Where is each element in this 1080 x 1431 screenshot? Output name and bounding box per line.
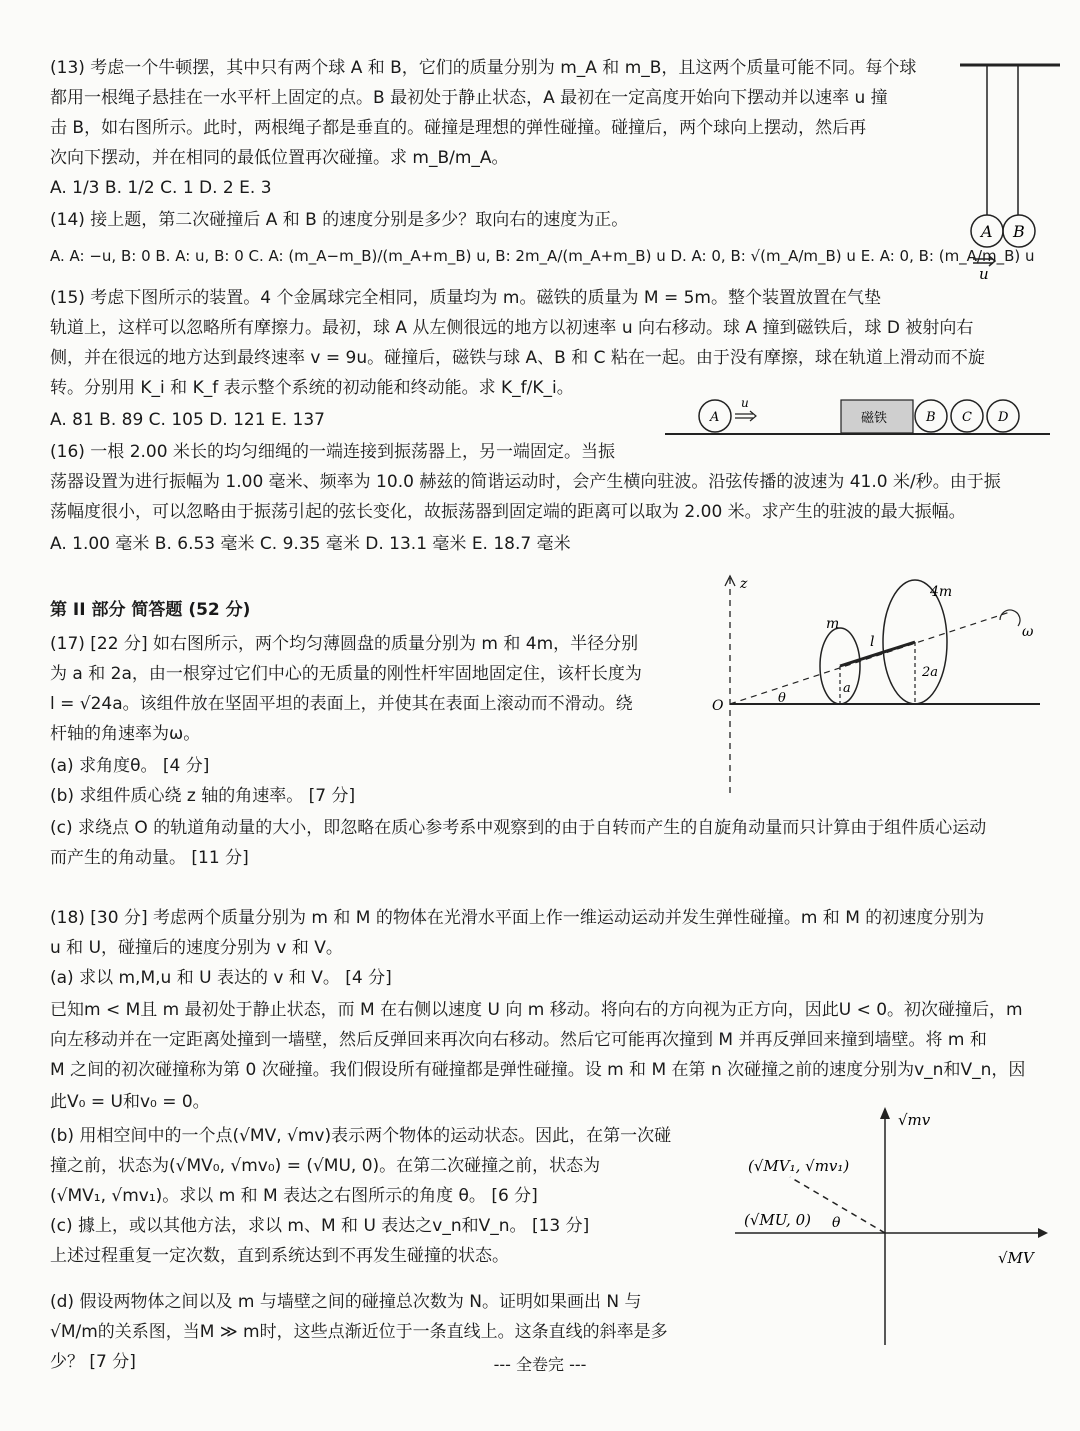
q17-line2: 为 a 和 2a，由一根穿过它们中心的无质量的刚性杆牢固地固定住，该杆长度为 xyxy=(50,664,642,684)
large-radius-label: 2a xyxy=(922,665,939,680)
rod-length-label: l xyxy=(870,634,875,650)
q17-b: (b) 求组件质心绕 z 轴的角速率。 [7 分] xyxy=(50,786,356,806)
ball-b-label: B xyxy=(1013,222,1025,241)
q13-line1: (13) 考虑一个牛顿摆，其中只有两个球 A 和 B，它们的质量分别为 m_A 和 m_B，且这两个质量可能不同。每个球 xyxy=(50,58,917,78)
q17-line3: l = √24a。该组件放在坚固平坦的表面上，并使其在表面上滚动而不滑动。绕 xyxy=(50,694,633,714)
q17-c2: 而产生的角动量。 [11 分] xyxy=(50,848,249,868)
track-velocity-label: u xyxy=(741,396,749,410)
q15-line2: 轨道上，这样可以忽略所有摩擦力。最初，球 A 从左侧很远的地方以初速率 u 向右移动。球 A 撞到磁铁后，球 D 被射向右 xyxy=(50,318,974,338)
q16-options: A. 1.00 毫米 B. 6.53 毫米 C. 9.35 毫米 D. 13.1 毫米 E. 18.7 毫米 xyxy=(50,534,571,554)
q15-line1: (15) 考虑下图所示的装置。4 个金属球完全相同，质量均为 m。磁铁的质量为 M = 5m。整个装置放置在气垫 xyxy=(50,288,881,308)
rotation-arrow-icon xyxy=(1000,610,1020,626)
q13-options: A. 1/3 B. 1/2 C. 1 D. 2 E. 3 xyxy=(50,178,272,198)
rotation-axis xyxy=(730,612,1010,704)
q18-c: (c) 據上，或以其他方法，求以 m、M 和 U 表达之v_n和V_n。 [13 分] xyxy=(50,1216,590,1236)
track-ball-c-label: C xyxy=(962,410,972,425)
q16-line1: (16) 一根 2.00 米长的均匀细绳的一端连接到振荡器上，另一端固定。当振 xyxy=(50,442,615,462)
q16-line3: 荡幅度很小，可以忽略由于振荡引起的弦长变化，故振荡器到固定端的距离可以取为 2.00 米。求产生的驻波的最大振幅。 xyxy=(50,502,966,522)
q18-d2: √M/m的关系图，当M ≫ m时，这些点渐近位于一条直线上。这条直线的斜率是多 xyxy=(50,1322,668,1342)
q15-line4: 转。分别用 K_i 和 K_f 表示整个系统的初动能和终动能。求 K_f/K_i。 xyxy=(50,378,574,398)
theta-label: θ xyxy=(778,691,786,706)
q18-p1: 已知m < M且 m 最初处于静止状态，而 M 在右侧以速度 U 向 m 移动。将向右的方向视为正方向，因此U < 0。初次碰撞后，m xyxy=(50,1000,1023,1020)
q15-options: A. 81 B. 89 C. 105 D. 121 E. 137 xyxy=(50,410,325,430)
omega-label: ω xyxy=(1022,624,1034,640)
q17-line4: 杆轴的角速率为ω。 xyxy=(50,724,201,744)
q18-line2: u 和 U，碰撞后的速度分别为 v 和 V。 xyxy=(50,938,343,958)
origin-label: O xyxy=(712,698,724,714)
q18-d1: (d) 假设两物体之间以及 m 与墙壁之间的碰撞总次数为 N。证明如果画出 N 与 xyxy=(50,1292,642,1312)
phase-theta-label: θ xyxy=(832,1215,841,1231)
q18-a: (a) 求以 m,M,u 和 U 表达的 v 和 V。 [4 分] xyxy=(50,968,392,988)
q18-p3: M 之间的初次碰撞称为第 0 次碰撞。我们假设所有碰撞都是弹性碰撞。设 m 和 M 在第 n 次碰撞之前的速度分别为v_n和V_n，因 xyxy=(50,1060,1026,1080)
track-ball-d-label: D xyxy=(998,410,1009,425)
x-axis-label: √MV xyxy=(998,1249,1034,1267)
small-radius-label: a xyxy=(843,681,851,696)
disks-figure xyxy=(700,568,1050,798)
pendulum-velocity-label: u xyxy=(979,265,989,283)
z-label: z xyxy=(740,576,748,592)
phase-space-figure xyxy=(730,1105,1050,1350)
small-mass-label: m xyxy=(826,616,840,632)
q16-line2: 荡器设置为进行振幅为 1.00 毫米、频率为 10.0 赫兹的简谐运动时，会产生横向驻波。沿弦传播的波速为 41.0 米/秒。由于振 xyxy=(50,472,1001,492)
q17-a: (a) 求角度θ。 [4 分] xyxy=(50,756,210,776)
y-axis-label: √mv xyxy=(898,1111,931,1129)
ball-a-label: A xyxy=(981,222,993,241)
q13-line3: 击 B，如右图所示。此时，两根绳子都是垂直的。碰撞是理想的弹性碰撞。碰撞后，两个球向上摆动，然后再 xyxy=(50,118,867,138)
q18-c2: 上述过程重复一定次数，直到系统达到不再发生碰撞的状态。 xyxy=(50,1246,509,1266)
pendulum-figure xyxy=(955,55,1065,285)
section2-title: 第 II 部分 简答题 (52 分) xyxy=(50,600,251,620)
q18-b3: (√MV₁, √mv₁)。求以 m 和 M 表达之右图所示的角度 θ。 [6 分] xyxy=(50,1186,538,1206)
track-ball-a-label: A xyxy=(710,410,720,425)
q17-c1: (c) 求绕点 O 的轨道角动量的大小，即忽略在质心参考系中观察到的由于自转而产生的自旋角动量而只计算由于组件质心运动 xyxy=(50,818,987,838)
q13-line4: 次向下摆动，并在相同的最低位置再次碰撞。求 m_B/m_A。 xyxy=(50,148,509,168)
large-mass-label: 4m xyxy=(930,584,953,600)
q18-d3: 少？ [7 分] xyxy=(50,1352,136,1372)
footer: --- 全卷完 --- xyxy=(493,1355,587,1374)
q14-options: A. A: −u, B: 0 B. A: u, B: 0 C. A: (m_A−m_B)/(m_A+m_B) u, B: 2m_A/(m_A+m_B) u D. A: 0, B: √(m_A/m_B) u E. A: 0, B: (m_A/m_B) u xyxy=(50,247,1035,265)
track-ball-b-label: B xyxy=(926,410,936,425)
q17-line1: (17) [22 分] 如右图所示，两个均匀薄圆盘的质量分别为 m 和 4m，半径分别 xyxy=(50,634,639,654)
q18-b1: (b) 用相空间中的一个点(√MV, √mv)表示两个物体的运动状态。因此，在第一次碰 xyxy=(50,1126,672,1146)
q18-line1: (18) [30 分] 考虑两个质量分别为 m 和 M 的物体在光滑水平面上作一维运动运动并发生弹性碰撞。m 和 M 的初速度分别为 xyxy=(50,908,985,928)
q13-line2: 都用一根绳子悬挂在一水平杆上固定的点。B 最初处于静止状态，A 最初在一定高度开始向下摆动并以速率 u 撞 xyxy=(50,88,888,108)
state-0-label: (√MU, 0) xyxy=(744,1211,811,1229)
magnet-label: 磁铁 xyxy=(861,411,888,426)
q15-line3: 侧，并在很远的地方达到最终速率 v = 9u。碰撞后，磁铁与球 A、B 和 C 粘在一起。由于没有摩擦，球在轨道上滑动而不旋 xyxy=(50,348,985,368)
q18-b2: 撞之前，状态为(√MV₀, √mv₀) = (√MU, 0)。在第二次碰撞之前，状态为 xyxy=(50,1156,601,1176)
q18-p2: 向左移动并在一定距离处撞到一墙壁，然后反弹回来再次向右移动。然后它可能再次撞到 M 并再反弹回来撞到墙壁。将 m 和 xyxy=(50,1030,987,1050)
q18-p4: 此V₀ = U和v₀ = 0。 xyxy=(50,1092,210,1112)
air-track-figure xyxy=(665,392,1050,442)
state-1-label: (√MV₁, √mv₁) xyxy=(748,1157,850,1175)
q14-line1: (14) 接上题，第二次碰撞后 A 和 B 的速度分别是多少？取向右的速度为正。 xyxy=(50,210,629,230)
